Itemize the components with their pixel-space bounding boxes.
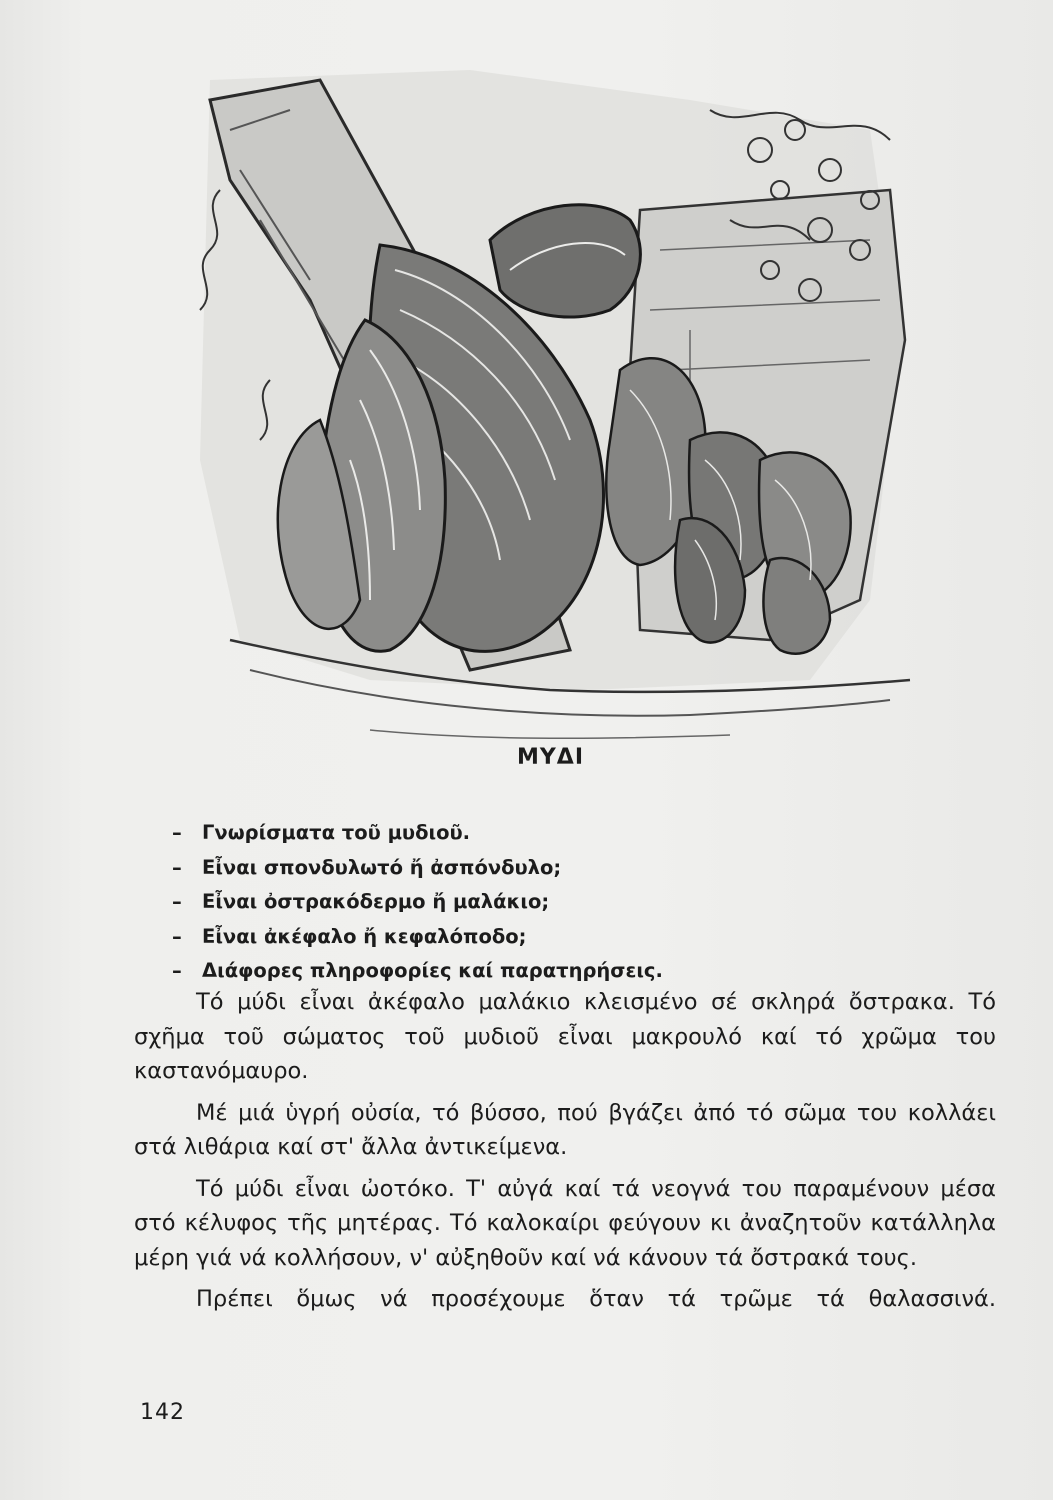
question-text: Διάφορες πληροφορίες καί παρατηρήσεις. xyxy=(202,959,663,982)
question-text: Εἶναι ὀστρακόδερμο ἤ μαλάκιο; xyxy=(202,890,550,913)
question-item xyxy=(172,851,663,886)
paragraph: Τό μύδι εἶναι ἀκέφαλο μαλάκιο κλεισμένο σέ σκληρά ὄστρακα. Τό σχῆμα τοῦ σώματος τοῦ μυδιοῦ εἶναι μακρουλό καί τό χρῶμα του καστανόμαυρο. xyxy=(134,989,996,1084)
question-item xyxy=(172,954,663,989)
question-item xyxy=(172,920,663,955)
body-text xyxy=(134,985,996,1324)
page-number: 142 xyxy=(140,1400,185,1425)
question-text: Εἶναι σπονδυλωτό ἤ ἀσπόνδυλο; xyxy=(202,855,562,879)
figure-caption: ΜΥΔΙ xyxy=(516,745,585,770)
list-dash: – xyxy=(172,959,182,982)
mussel-illustration xyxy=(170,40,930,750)
question-item xyxy=(172,816,663,851)
question-text: Εἶναι ἀκέφαλο ἤ κεφαλόποδο; xyxy=(202,924,527,948)
paragraph: Μέ μιά ὑγρή οὐσία, τό βύσσο, πού βγάζει ἀπό τό σῶμα του κολλάει στά λιθάρια καί στ' ἄλλα ἀντικείμενα. xyxy=(134,1099,996,1160)
list-dash: – xyxy=(172,890,182,913)
list-dash: – xyxy=(172,821,182,844)
question-text: Γνωρίσματα τοῦ μυδιοῦ. xyxy=(202,821,471,844)
question-item xyxy=(172,885,663,920)
list-dash: – xyxy=(172,924,182,948)
paragraph: Τό μύδι εἶναι ὠοτόκο. Τ' αὐγά καί τά νεογνά του παραμένουν μέσα στό κέλυφος τῆς μητέρας. Τό καλοκαίρι φεύγουν κι ἀναζητοῦν κατάλληλα μέρη γιά νά κολλήσουν, ν' αὐξηθοῦν καί νά κάνουν τά ὄστρακά τους. xyxy=(134,1175,996,1271)
study-questions-list xyxy=(172,816,663,989)
list-dash: – xyxy=(172,855,182,879)
paragraph: Πρέπει ὅμως νά προσέχουμε ὅταν τά τρῶμε τά θαλασσινά. xyxy=(196,1286,996,1312)
